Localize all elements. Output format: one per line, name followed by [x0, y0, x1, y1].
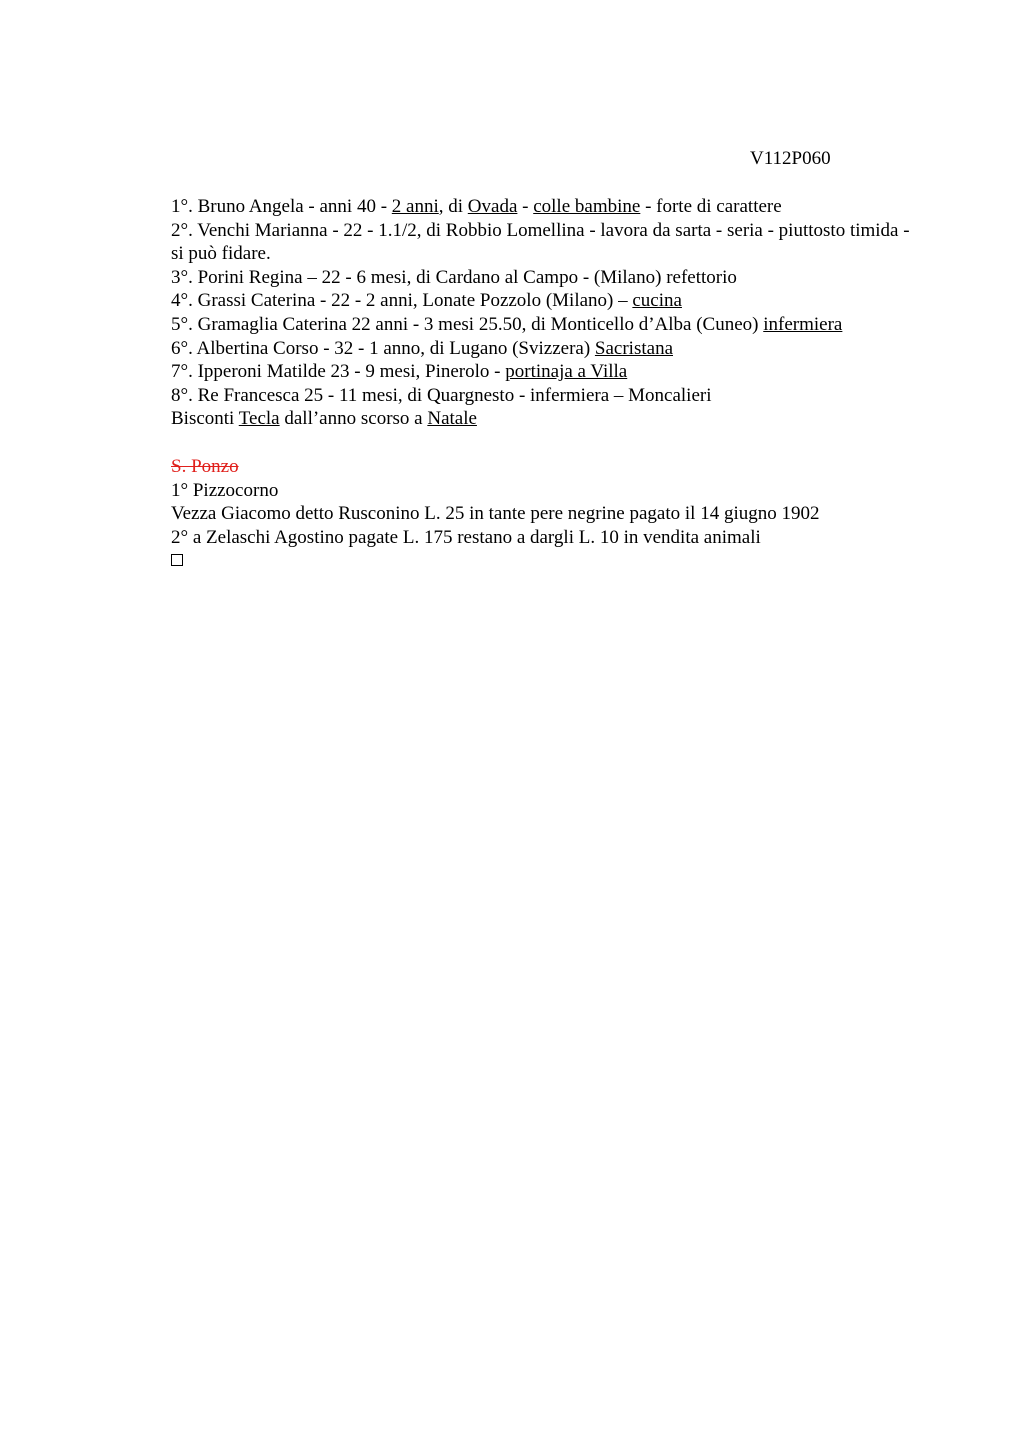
entry-zelaschi: 2° a Zelaschi Agostino pagate L. 175 restano a dargli L. 10 in vendita animali — [171, 526, 761, 548]
entry-7: 7°. Ipperoni Matilde 23 - 9 mesi, Pinerolo - portinaja a Villa — [171, 361, 628, 383]
struck-heading: S. Ponzo — [171, 455, 239, 477]
entry-4: 4°. Grassi Caterina - 22 - 2 anni, Lonate Pozzolo (Milano) – cucina — [171, 290, 682, 312]
document-body — [171, 195, 916, 573]
entry-6: 6°. Albertina Corso - 32 - 1 anno, di Lugano (Svizzera) Sacristana — [171, 337, 673, 359]
entry-2: 2°. Venchi Marianna - 22 - 1.1/2, di Robbio Lomellina - lavora da sarta - seria - piuttosto timida - si può fidare. — [171, 219, 910, 265]
entry-vezza: Vezza Giacomo detto Rusconino L. 25 in tante pere negrine pagato il 14 giugno 1902 — [171, 503, 820, 525]
entry-8: 8°. Re Francesca 25 - 11 mesi, di Quargnesto - infermiera – Moncalieri — [171, 384, 712, 406]
entry-3: 3°. Porini Regina – 22 - 6 mesi, di Cardano al Campo - (Milano) refettorio — [171, 266, 737, 288]
entry-pizzocorno: 1° Pizzocorno — [171, 479, 279, 501]
entry-1: 1°. Bruno Angela - anni 40 - 2 anni, di Ovada - colle bambine - forte di carattere — [171, 196, 782, 217]
entry-5: 5°. Gramaglia Caterina 22 anni - 3 mesi 25.50, di Monticello d’Alba (Cuneo) infermiera — [171, 313, 843, 335]
checkbox-square-icon — [171, 554, 183, 566]
entry-bisconti: Bisconti Tecla dall’anno scorso a Natale — [171, 408, 477, 430]
blank-line — [171, 431, 916, 455]
page-id: V112P060 — [750, 148, 831, 169]
